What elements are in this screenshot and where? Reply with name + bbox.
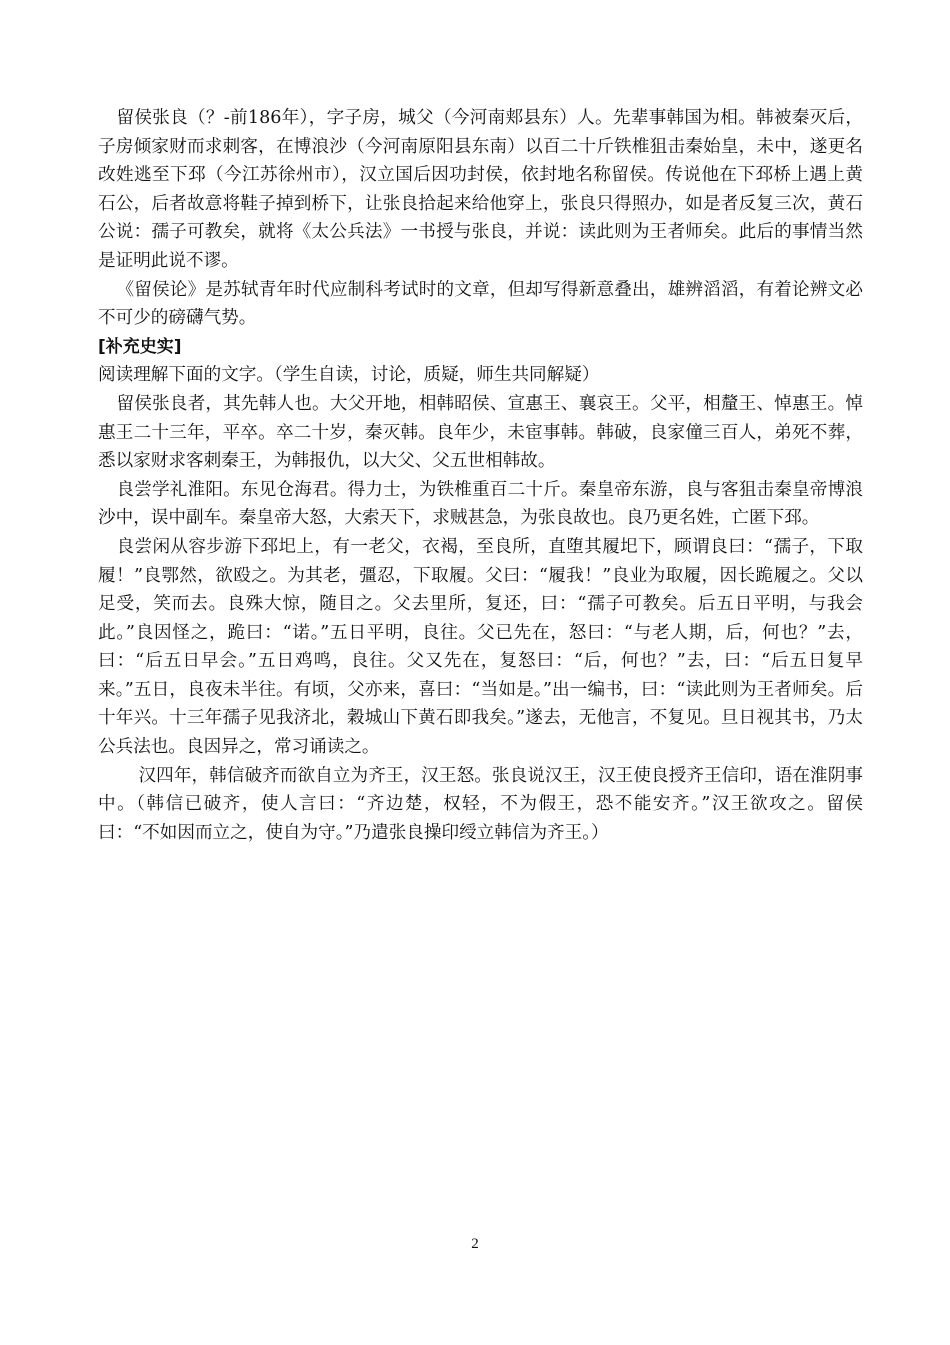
intro-paragraph-biography: 留侯张良（？-前186年），字子房，城父（今河南郏县东）人。先辈事韩国为相。韩被秦灭后，子房倾家财而求刺客，在博浪沙（今河南原阳县东南）以百二十斤铁椎狙击秦始皇，未中，遂更名改姓逃至下邳（今江苏徐州市），汉立国后因功封侯，依封地名称留侯。传说他在下邳桥上遇上黄石公，后者故意将鞋子掉到桥下，让张良拾起来给他穿上，张良只得照办，如是者反复三次，黄石公说：孺子可教矣，就将《太公兵法》一书授与张良，并说：读此则为王者师矣。此后的事情当然是证明此说不谬。 — [98, 108, 863, 271]
intro-paragraph-essay: 《留侯论》是苏轼青年时代应制科考试时的文章，但却写得新意叠出，雄辨滔滔，有着论辨文必不可少的磅礴气势。 — [98, 279, 863, 329]
reading-instruction: 阅读理解下面的文字。（学生自读，讨论，质疑，师生共同解疑） — [98, 365, 600, 386]
source-paragraph-assassination: 良尝学礼淮阳。东见仓海君。得力士，为铁椎重百二十斤。秦皇帝东游，良与客狙击秦皇帝博浪沙中，误中副车。秦皇帝大怒，大索天下，求贼甚急，为张良故也。良乃更名姓，亡匿下邳。 — [98, 479, 863, 529]
source-paragraph-han-xin: 汉四年，韩信破齐而欲自立为齐王，汉王怒。张良说汉王，汉王使良授齐王信印，语在淮阴事中。（韩信已破齐，使人言曰：“齐边楚，权轻，不为假王，恐不能安齐。”汉王欲攻之。留侯曰：“不如因而立之，使自为守。”乃遣张良操印绶立韩信为齐王。） — [98, 765, 863, 843]
page-number: 2 — [471, 1236, 479, 1252]
source-paragraph-old-man: 良尝闲从容步游下邳圯上，有一老父，衣褐，至良所，直堕其履圯下，顾谓良曰：“孺子，下取履！”良鄂然，欲殴之。为其老，彊忍，下取履。父曰：“履我！”良业为取履，因长跪履之。父以足受，笑而去。良殊大惊，随目之。父去里所，复还，曰：“孺子可教矣。后五日平明，与我会此。”良因怪之，跪曰：“诺。”五日平明，良往。父已先在，怒曰：“与老人期，后，何也？”去，曰：“后五日早会。”五日鸡鸣，良往。父又先在，复怒曰：“后，何也？”去，曰：“后五日复早来。”五日，良夜未半往。有顷，父亦来，喜曰：“当如是。”出一编书，曰：“读此则为王者师矣。后十年兴。十三年孺子见我济北，穀城山下黄石即我矣。”遂去，无他言，不复见。旦日视其书，乃太公兵法也。良因异之，常习诵读之。 — [98, 536, 863, 758]
document-body — [98, 104, 863, 847]
source-paragraph-family: 留侯张良者，其先韩人也。大父开地，相韩昭侯、宣惠王、襄哀王。父平，相釐王、悼惠王。悼惠王二十三年，平卒。卒二十岁，秦灭韩。良年少，未宦事韩。韩破，良家僮三百人，弟死不葬，悉以家财求客刺秦王，为韩报仇，以大父、父五世相韩故。 — [98, 393, 863, 472]
section-heading: [补充史实] — [98, 336, 182, 357]
